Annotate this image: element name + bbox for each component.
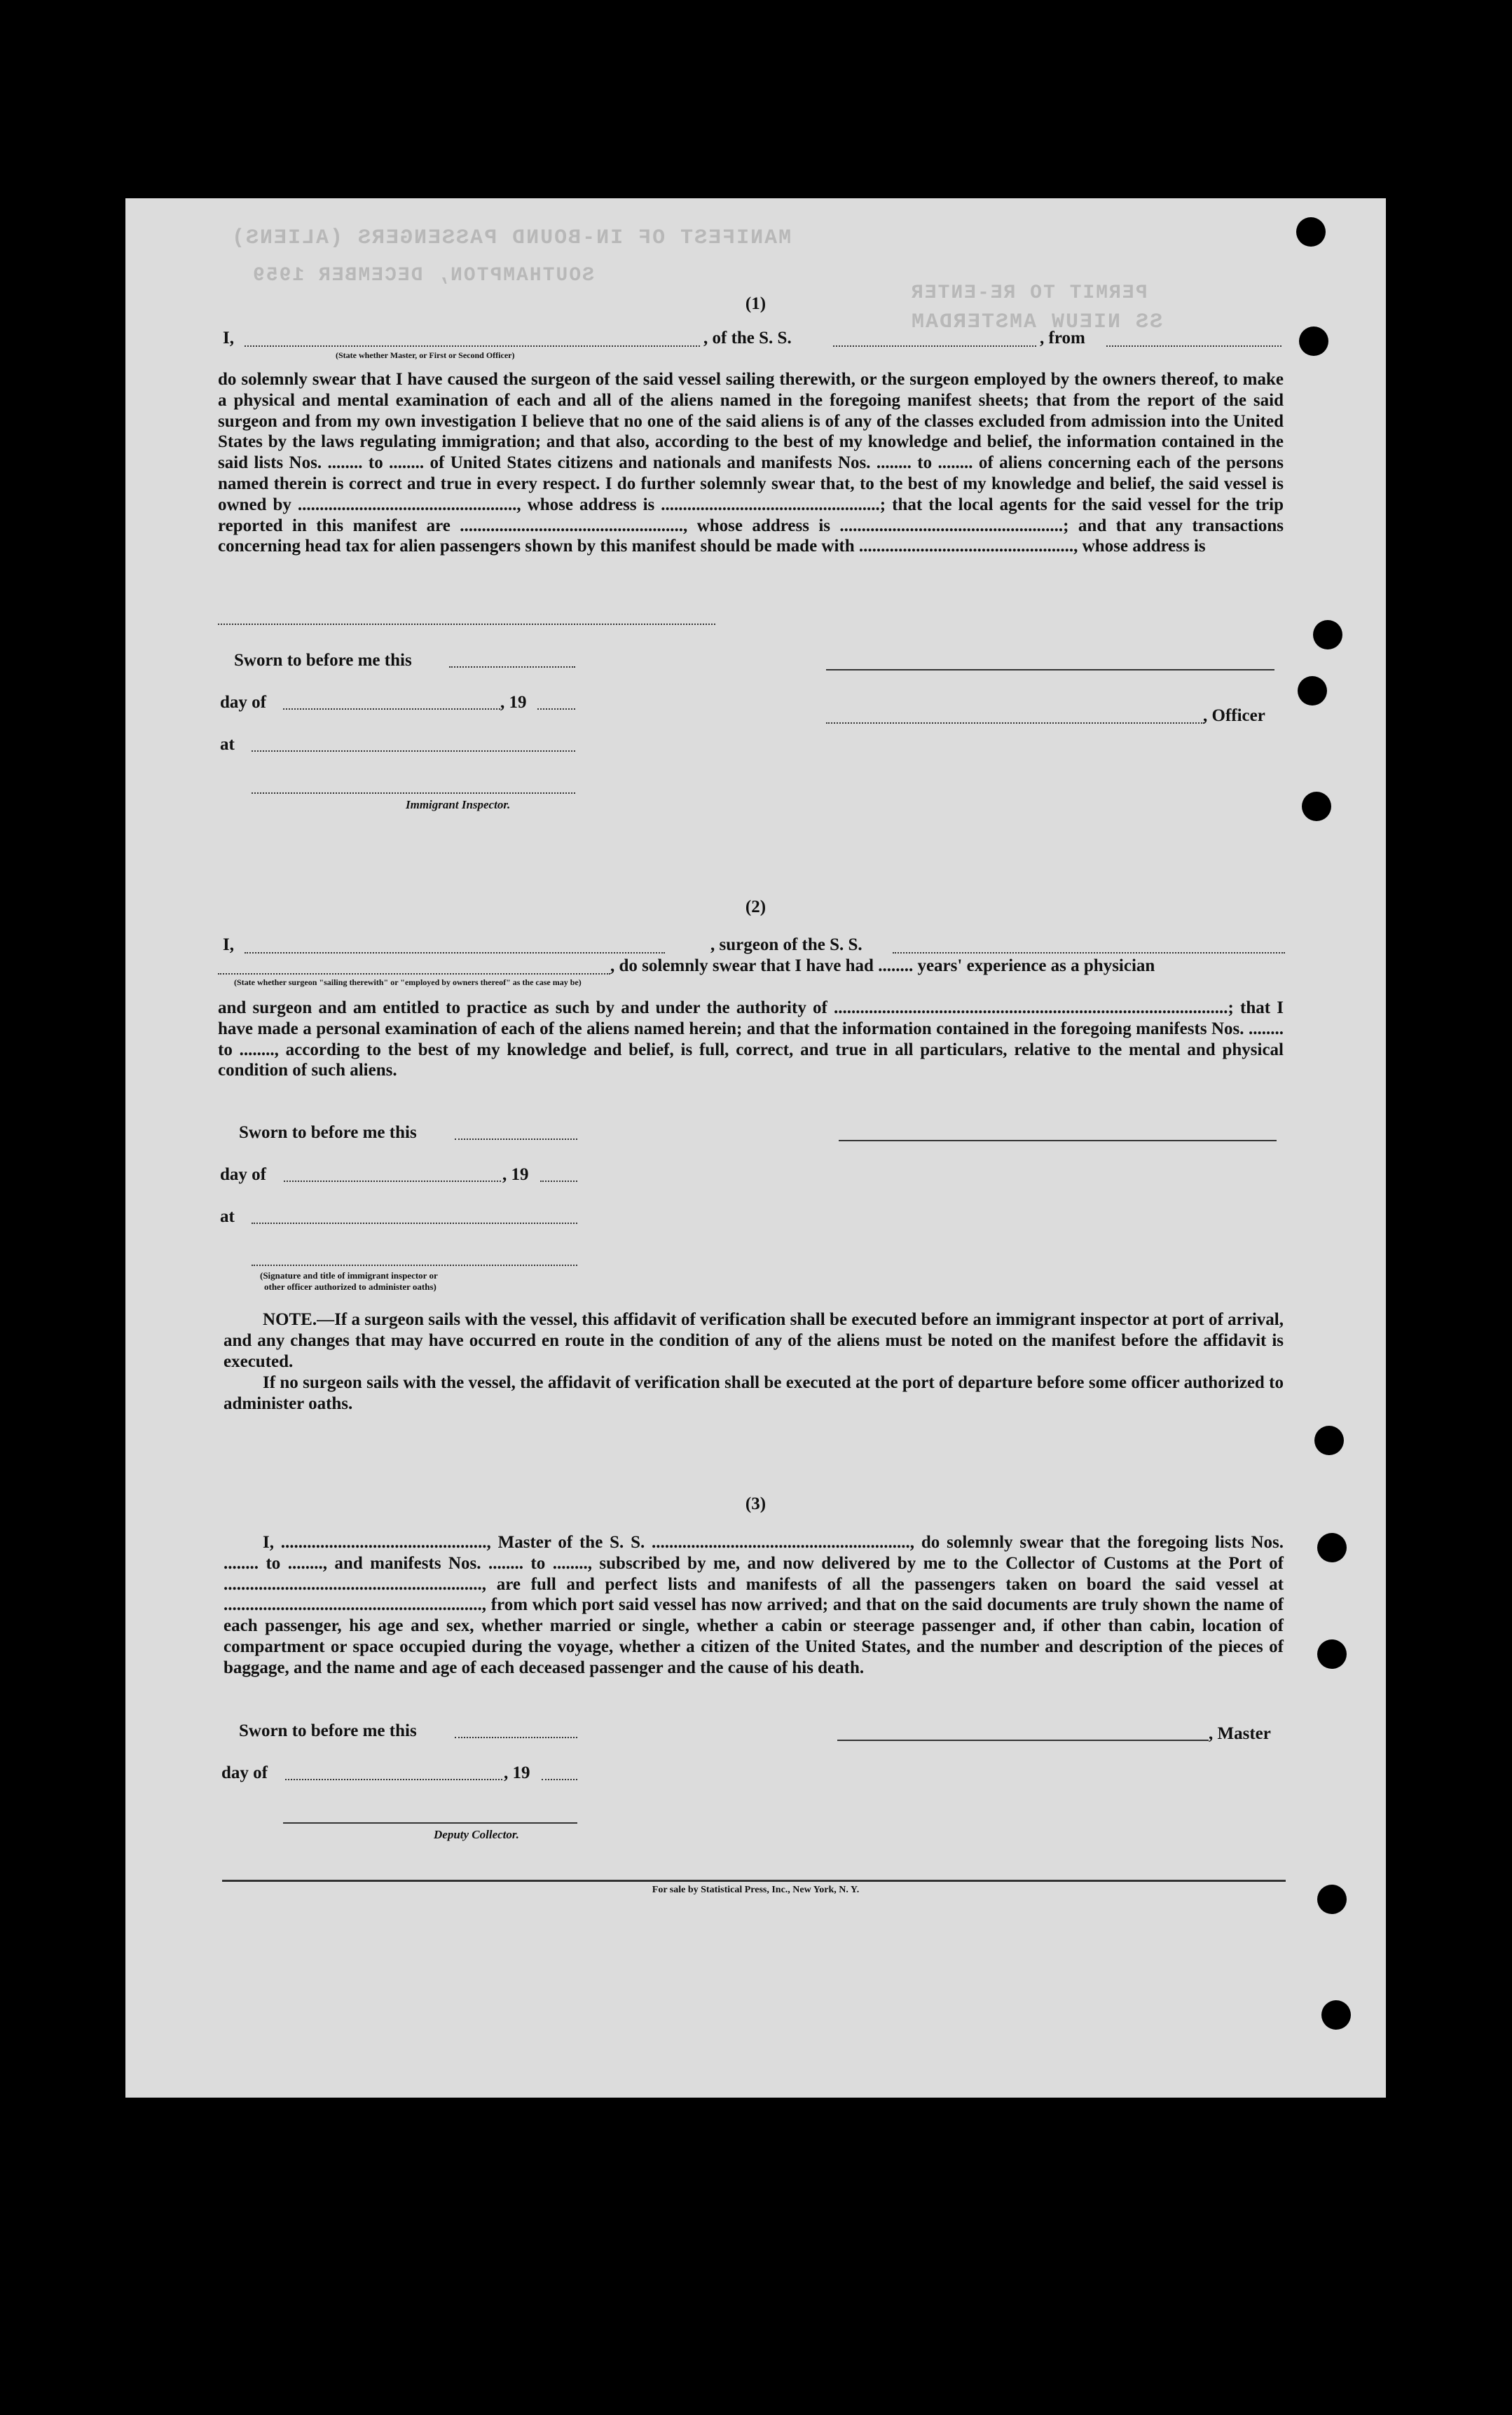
punch-hole xyxy=(1317,1639,1347,1669)
bleed-through-text: MANIFEST OF IN-BOUND PASSENGERS (ALIENS) xyxy=(231,226,792,250)
s1-inspector-line xyxy=(252,792,575,794)
section-2-number: (2) xyxy=(745,897,767,916)
s1-officer-subcaption: (State whether Master, or First or Second Officer) xyxy=(336,350,515,360)
s3-master-label: , Master xyxy=(1209,1724,1271,1743)
s1-day-line xyxy=(283,708,500,710)
s3-year-label: , 19 xyxy=(504,1763,530,1782)
s2-note-1: NOTE.—If a surgeon sails with the vessel, this affidavit of verification shall be executed before an immigrant inspector at port of arrival, and any changes that may have occurred en route in the condition of any of the aliens must be noted on the manifest before the affidavit is executed. xyxy=(224,1310,1284,1371)
punch-hole xyxy=(1321,2000,1351,2030)
s2-status-subcaption: (State whether surgeon "sailing therewith" or "employed by owners thereof" as the case may be) xyxy=(234,977,582,987)
punch-hole xyxy=(1314,1426,1344,1455)
s1-from-label: , from xyxy=(1040,329,1085,348)
s1-vessel-line xyxy=(833,345,1036,347)
s1-body: do solemnly swear that I have caused the surgeon of the said vessel sailing therewith, or the surgeon employed by the owners thereof, to make a physical and mental examination of each and all of the aliens named in the foregoing manifest sheets; that from the report of the said surgeon and from my own investigation I believe that no one of the said aliens is of any of the classes excluded from admission into the United States by the laws regulating immigration; and that also, according to the best of my knowledge and belief, the information contained in the said lists Nos. ........ to ........ of United States citizens and nationals and manifests Nos. ........ to ........ of aliens concerning each of the persons named therein is correct and true in every respect. I do further solemnly swear that, to the best of my knowledge and belief, the said vessel is owned by .................................................., whose address is ..................................................; that the local agents for the said vessel for the trip reported in this manifest are ..................................................., whose address is ...................................................; and that any transactions concerning head tax for alien passengers shown by this manifest should be made with ................................................., whose address is xyxy=(218,370,1284,556)
s1-of-ss-label: , of the S. S. xyxy=(703,329,792,348)
s2-sworn-label: Sworn to before me this xyxy=(239,1123,417,1142)
s3-body: I, ..............................................., Master of the S. S. ..........................................................., do solemnly swear that the foregoing lists Nos. ........ to ........, and manifests Nos. ........ to ........, subscribed by me, and now delivered by me to the Collector of Customs at the Port of ..........................................................., are full and perfect lists and manifests of all the passengers taken on board the said vessel at ..........................................................., from which port said vessel has now arrived; and that on the said documents are truly shown the name of each passenger, his age and sex, whether married or single, whether a cabin or steerage passenger and, if other than cabin, location of compartment or space occupied during the voyage, whether a citizen of the United States, and the number and description of the pieces of baggage, and the name and age of each deceased passenger and the cause of his death. xyxy=(224,1533,1284,1677)
form-sheet xyxy=(125,198,1386,2098)
s1-i-label: I, xyxy=(223,329,234,348)
s3-sworn-label: Sworn to before me this xyxy=(239,1721,417,1740)
bleed-through-text: PERMIT TO RE-ENTER xyxy=(910,282,1148,304)
s2-at-label: at xyxy=(220,1207,235,1226)
bleed-through-text: SS NIEUW AMSTERDAM xyxy=(910,310,1163,334)
s2-signature-caption-1: (Signature and title of immigrant inspector or xyxy=(260,1270,438,1281)
s2-status-line xyxy=(218,973,610,975)
s2-sworn-line xyxy=(455,1138,577,1140)
s2-note-2: If no surgeon sails with the vessel, the affidavit of verification shall be executed at the port of departure before some officer authorized to administer oaths. xyxy=(224,1373,1284,1413)
s2-swear-line: , do solemnly swear that I have had ........ years' experience as a physician xyxy=(610,956,1155,975)
s2-signature-line xyxy=(839,1140,1277,1141)
footer-printer-note: For sale by Statistical Press, Inc., New York, N. Y. xyxy=(652,1885,860,1895)
s1-at-line xyxy=(252,750,575,752)
s1-year-label: , 19 xyxy=(500,693,527,712)
s2-year-label: , 19 xyxy=(502,1165,529,1184)
s2-signature-caption-2: other officer authorized to administer oaths) xyxy=(264,1281,437,1292)
s2-at-line xyxy=(252,1223,577,1224)
s1-officer-line xyxy=(826,722,1204,724)
punch-hole xyxy=(1317,1533,1347,1562)
s3-sworn-line xyxy=(455,1737,577,1738)
s2-i-label: I, xyxy=(223,935,234,954)
s1-sworn-line xyxy=(449,666,575,668)
s3-collector-caption: Deputy Collector. xyxy=(434,1828,519,1841)
footer-rule xyxy=(222,1880,1286,1882)
s1-officer-name-line xyxy=(245,345,700,347)
s2-surgeon-name-line xyxy=(245,952,665,954)
s1-inspector-caption: Immigrant Inspector. xyxy=(406,798,511,811)
s2-vessel-line xyxy=(893,952,1285,954)
bleed-through-text: SOUTHAMPTON, DECEMBER 1959 xyxy=(252,265,594,287)
s3-day-line xyxy=(285,1779,502,1780)
s2-day-label: day of xyxy=(220,1165,266,1184)
s2-inspector-line xyxy=(252,1265,577,1266)
s1-signature-line xyxy=(826,669,1274,670)
punch-hole xyxy=(1296,217,1326,247)
section-3-number: (3) xyxy=(745,1494,767,1513)
s1-body-last-line xyxy=(218,624,715,625)
s3-collector-line xyxy=(283,1822,577,1824)
s2-surgeon-of-ss-label: , surgeon of the S. S. xyxy=(710,935,862,954)
s1-day-label: day of xyxy=(220,693,266,712)
s1-at-label: at xyxy=(220,735,235,754)
punch-hole xyxy=(1302,792,1331,821)
s2-day-line xyxy=(284,1181,501,1182)
s1-officer-label: , Officer xyxy=(1203,706,1265,725)
s3-day-label: day of xyxy=(221,1763,268,1782)
s1-from-line xyxy=(1106,345,1281,347)
punch-hole xyxy=(1298,676,1327,706)
section-1-number: (1) xyxy=(745,294,767,313)
s1-year-line xyxy=(537,708,575,710)
s2-body: and surgeon and am entitled to practice as such by and under the authority of ..........................................................................................; that I have made a personal examination of each of the aliens named herein; and that the information contained in the foregoing manifests Nos. ........ to ........, according to the best of my knowledge and belief, is full, correct, and true in all particulars, relative to the mental and physical condition of such aliens. xyxy=(218,998,1284,1080)
s1-sworn-label: Sworn to before me this xyxy=(234,651,412,670)
punch-hole xyxy=(1317,1885,1347,1914)
punch-hole xyxy=(1299,326,1328,356)
s2-year-line xyxy=(540,1181,577,1182)
s3-year-line xyxy=(542,1779,577,1780)
punch-hole xyxy=(1313,620,1342,649)
s3-master-line xyxy=(837,1740,1209,1741)
